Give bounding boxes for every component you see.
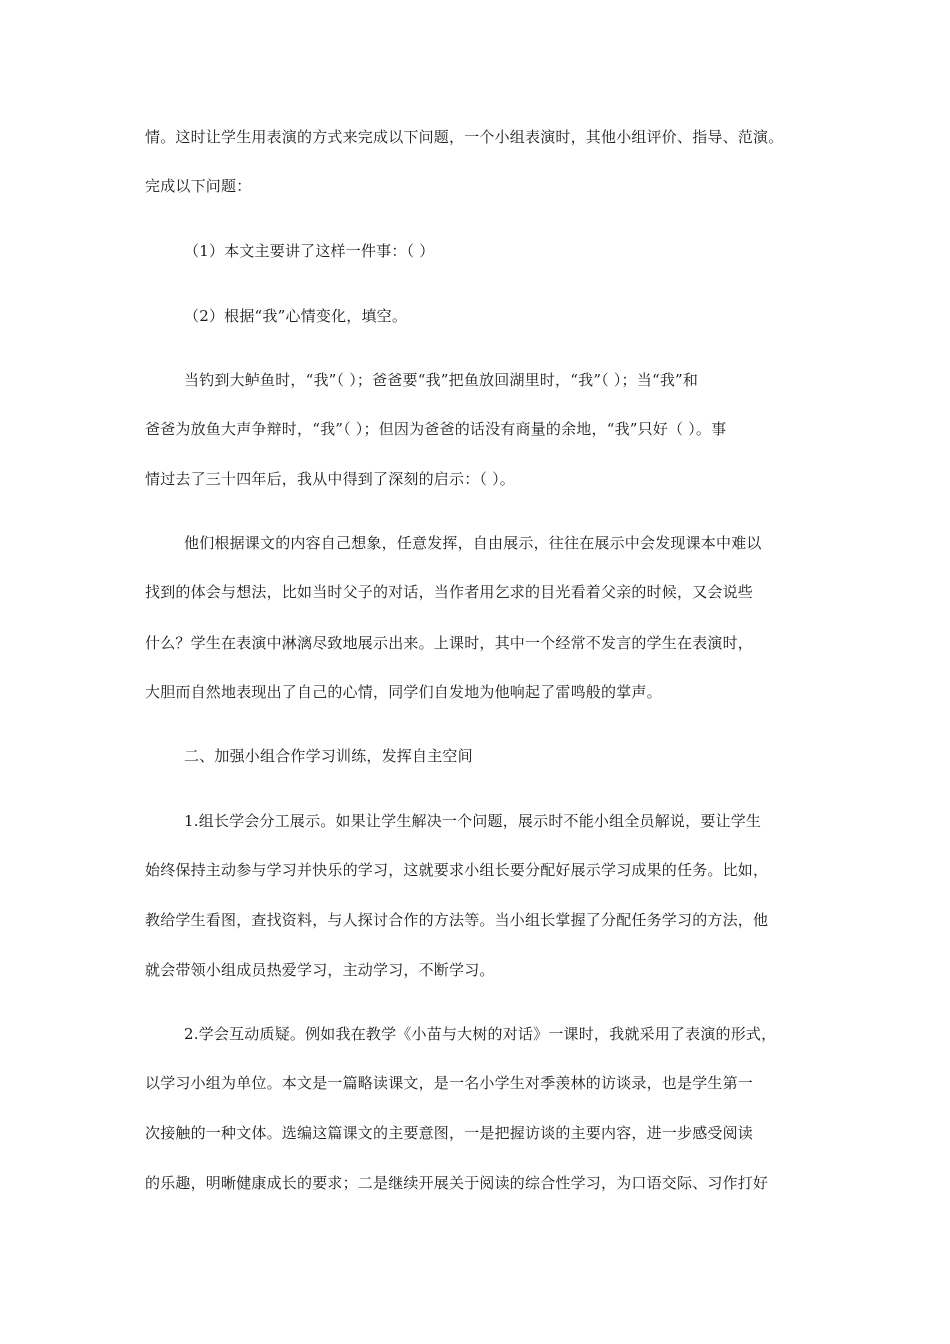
text-line: 什么？学生在表演中淋漓尽致地展示出来。上课时，其中一个经常不发言的学生在表演时， [145, 634, 754, 652]
text-line: 大胆而自然地表现出了自己的心情，同学们自发地为他响起了雷鸣般的掌声。 [145, 683, 662, 701]
text-line: 情。这时让学生用表演的方式来完成以下问题，一个小组表演时，其他小组评价、指导、范演。 [145, 128, 784, 146]
paragraph-first-line: 2.学会互动质疑。例如我在教学《小苗与大树的对话》一课时，我就采用了表演的形式， [184, 1025, 777, 1043]
text-line: 的乐趣，明晰健康成长的要求；二是继续开展关于阅读的综合性学习，为口语交际、习作打好 [145, 1174, 769, 1192]
paragraph-first-line: 当钓到大鲈鱼时，“我”（ ）；爸爸要“我”把鱼放回湖里时，“我”（ ）；当“我”和 [184, 371, 699, 389]
text-line: 完成以下问题： [145, 177, 252, 195]
text-line: 始终保持主动参与学习并快乐的学习，这就要求小组长要分配好展示学习成果的任务。比如， [145, 861, 769, 879]
text-line: 次接触的一种文体。选编这篇课文的主要意图，一是把握访谈的主要内容，进一步感受阅读 [145, 1124, 754, 1142]
text-line: 爸爸为放鱼大声争辩时，“我”（ ）；但因为爸爸的话没有商量的余地，“我”只好（ ）。事 [145, 420, 727, 438]
text-line: 教给学生看图，查找资料，与人探讨合作的方法等。当小组长掌握了分配任务学习的方法，他 [145, 911, 769, 929]
paragraph-first-line: 他们根据课文的内容自己想象，任意发挥，自由展示，往往在展示中会发现课本中难以 [184, 534, 762, 552]
text-line: 情过去了三十四年后，我从中得到了深刻的启示：（ ）。 [145, 470, 515, 488]
paragraph-first-line: 1.组长学会分工展示。如果让学生解决一个问题，展示时不能小组全员解说，要让学生 [184, 812, 762, 830]
question-line: （1）本文主要讲了这样一件事：（ ） [184, 242, 435, 260]
text-line: 就会带领小组成员热爱学习，主动学习，不断学习。 [145, 961, 495, 979]
question-line: （2）根据“我”心情变化，填空。 [184, 307, 408, 325]
text-line: 以学习小组为单位。本文是一篇略读课文，是一名小学生对季羡林的访谈录，也是学生第一 [145, 1074, 754, 1092]
text-line: 找到的体会与想法，比如当时父子的对话，当作者用乞求的目光看着父亲的时候，又会说些 [145, 583, 754, 601]
section-heading: 二、加强小组合作学习训练，发挥自主空间 [184, 747, 473, 765]
